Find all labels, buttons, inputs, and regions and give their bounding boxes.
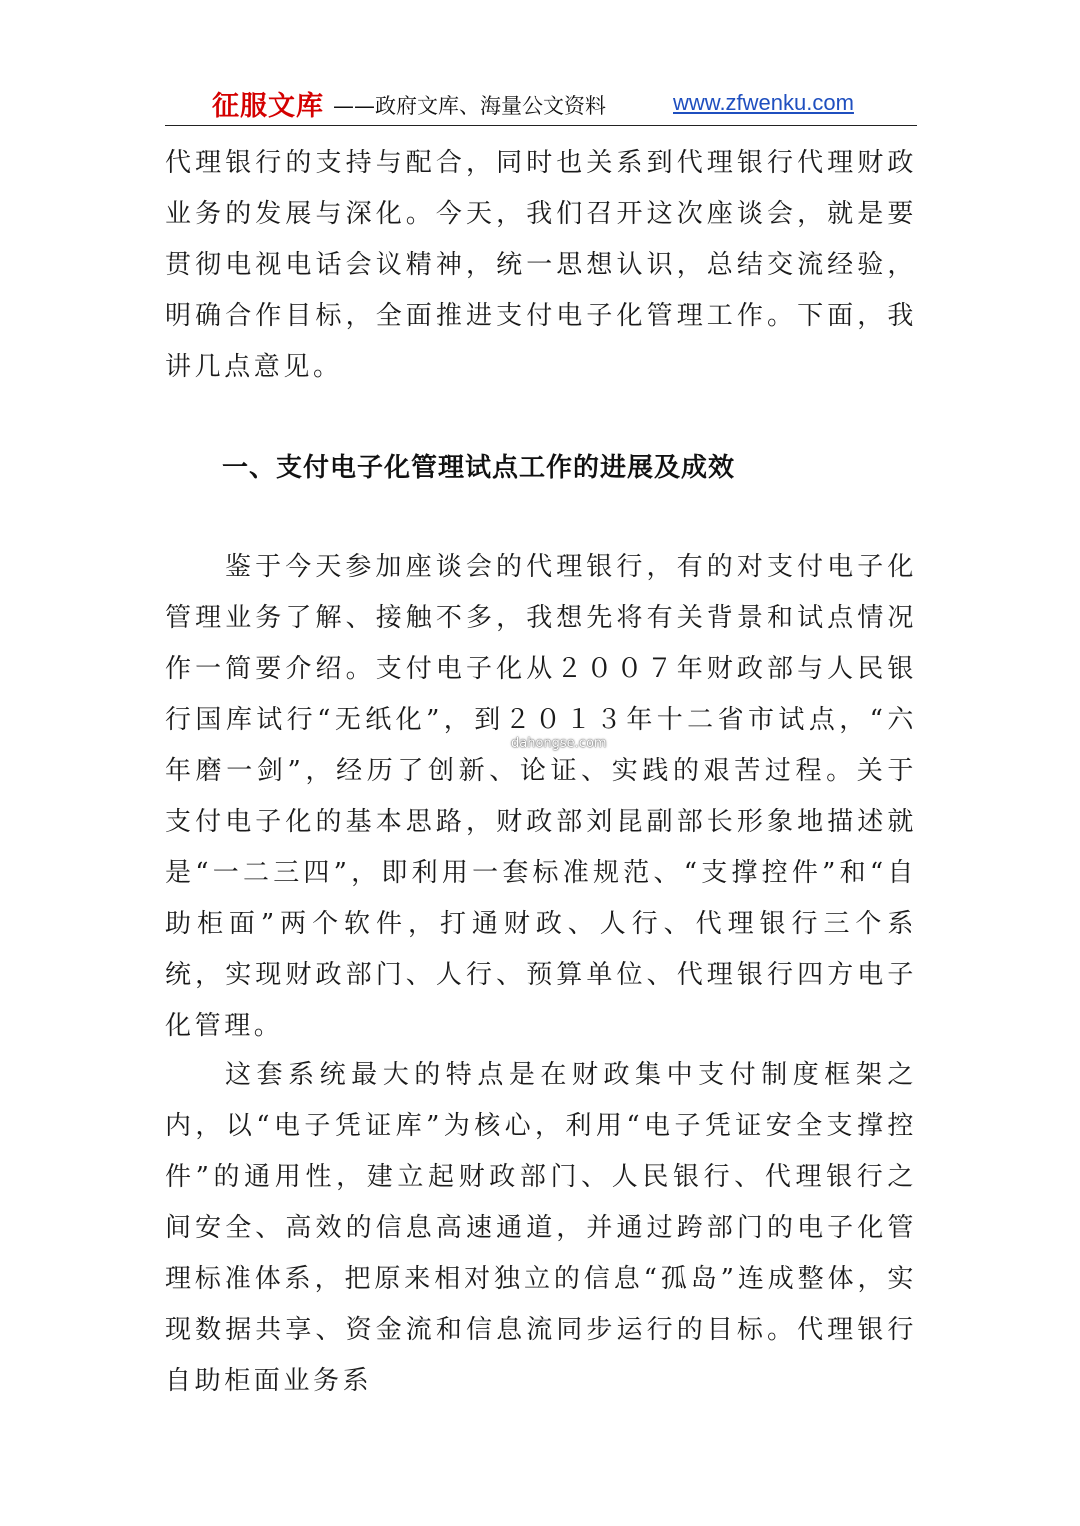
paragraph-features: 这套系统最大的特点是在财政集中支付制度框架之内，以“电子凭证库”为核心，利用“电子凭证安全支撑控件”的通用性，建立起财政部门、人民银行、代理银行之间安全、高效的信息高速通道，并通过跨部门的电子化管理标准体系，把原来相对独立的信息“孤岛”连成整体，实现数据共享、资金流和信息流同步运行的目标。代理银行自助柜面业务系 [165,1060,917,1396]
page-header [165,82,917,124]
header-tagline: ——政府文库、海量公文资料 [333,94,606,118]
paragraph-background: 鉴于今天参加座谈会的代理银行，有的对支付电子化管理业务了解、接触不多，我想先将有关背景和试点情况作一简要介绍。支付电子化从２００７年财政部与人民银行国库试行“无纸化”，到２０１３年十二省市试点，“六年磨一剑”，经历了创新、论证、实践的艰苦过程。关于支付电子化的基本思路，财政部刘昆副部长形象地描述就是“一二三四”，即利用一套标准规范、“支撑控件”和“自助柜面”两个软件，打通财政、人行、代理银行三个系统，实现财政部门、人行、预算单位、代理银行四方电子化管理。 [165,552,917,1041]
paragraph-intro: 代理银行的支持与配合，同时也关系到代理银行代理财政业务的发展与深化。今天，我们召开这次座谈会，就是要贯彻电视电话会议精神，统一思想认识，总结交流经验，明确合作目标，全面推进支付电子化管理工作。下面，我讲几点意见。 [165,148,917,382]
site-url-link[interactable]: www.zfwenku.com [673,90,854,115]
brand-logo-text: 征服文库 [212,91,324,122]
section-heading: 一、支付电子化管理试点工作的进展及成效 [222,453,736,483]
header-divider [165,125,917,126]
watermark: dahongse.com [511,736,607,751]
